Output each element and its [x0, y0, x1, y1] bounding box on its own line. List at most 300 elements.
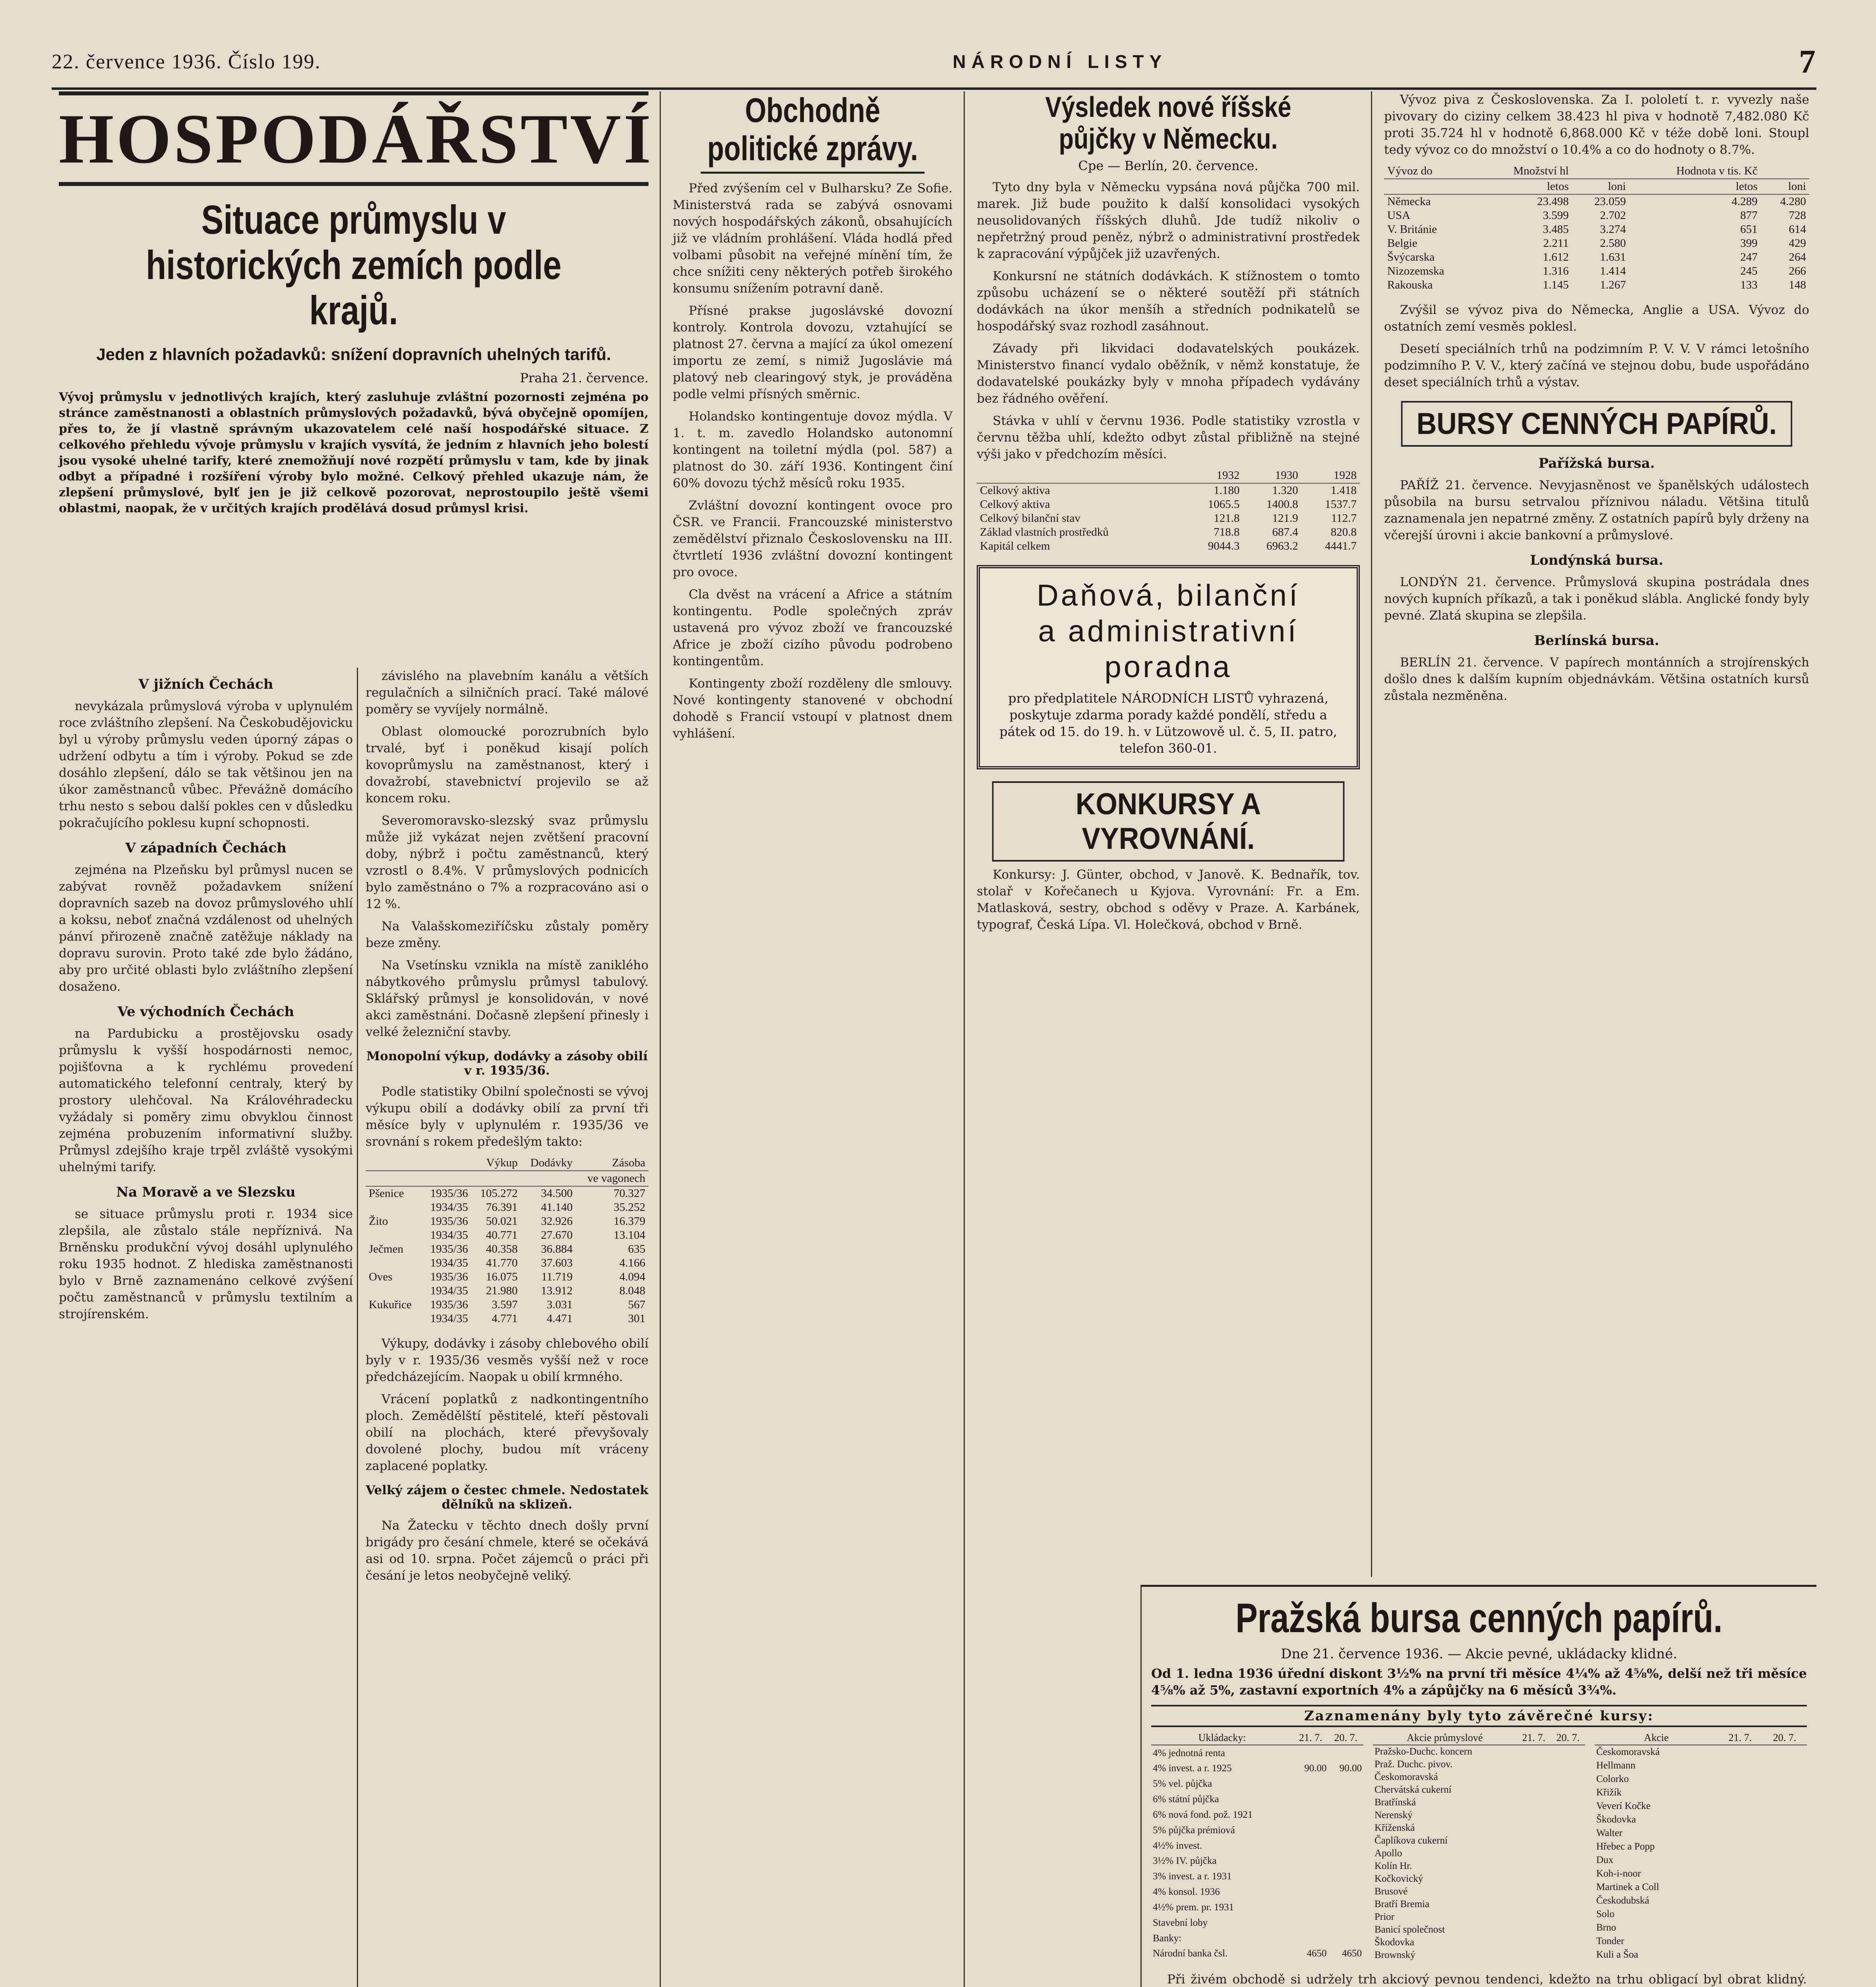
table-cell: Veverí Kočke [1596, 1800, 1651, 1811]
table-cell [1328, 1900, 1363, 1915]
table-cell [1718, 1948, 1762, 1962]
table-cell [1551, 1898, 1585, 1911]
paragraph: Tyto dny byla v Německu vypsána nová půjčka 700 mil. marek. Již bude použito k další konsolidaci vysokých neusolidovaných říšských dluhů. Jde tudíž nikoliv o nepřetržný proud peněz, nýbrž o administrativní prostředek k zapracování výpůjček již uzavřených. [977, 180, 1360, 261]
trade-policy-heading: Obchodně politické zprávy. [701, 91, 924, 174]
section-title: V jižních Čechách [138, 676, 273, 692]
rates-table-body [1595, 1745, 1807, 1962]
table-cell [1551, 1911, 1585, 1923]
table-cell [366, 1256, 421, 1270]
berlin-title: Berlínská bursa. [1534, 633, 1659, 649]
rate-row [1595, 1921, 1807, 1935]
paragraph: Oblast olomoucké porozrubních bylo trvalé, byť i poněkud kisají polích kovoprůmyslu na zaměstnanost, který i dovažrobí, stavebnictví projevilo se až koncem roku. [366, 724, 649, 806]
rate-row [1151, 1776, 1363, 1792]
table-cell: Stavební loby [1153, 1917, 1208, 1928]
section-text: se situace průmyslu proti r. 1934 sice zlepšila, ale zůstalo stále nepříznivá. Na Brněnsku produkční vývoj dosáhl uplynulého roku 1935 hodnot. Z hlediska zaměstnanosti bylo v Brně zaznamenáno celkové zvýšení počtu zaměstnanců v průmyslu textilním a strojírenském. [59, 1207, 353, 1321]
table-cell [1762, 1894, 1807, 1908]
table-cell [1328, 1776, 1363, 1792]
rate-row [1595, 1880, 1807, 1894]
table-cell [1517, 1796, 1551, 1809]
table-cell: 1935/36 [430, 1187, 468, 1200]
table-cell: 50.021 [486, 1215, 518, 1228]
table-cell [1293, 1931, 1328, 1946]
rates-title: Zaznamenány byly tyto závěrečné kursy: [1151, 1705, 1807, 1727]
table-cell: 1065.5 [1208, 498, 1240, 511]
grain-col-header: Zásoba [576, 1156, 649, 1171]
paragraph: Holandsko kontingentuje dovoz mýdla. V 1. t. m. zavedlo Holandsko autonomní kontingent na toiletní mýdla (pol. 587) a platnost do 30. září 1936. Kontingent činí 60% dovozu týchž měsíců roku 1935. [673, 409, 953, 490]
table-cell: 264 [1789, 251, 1806, 263]
table-cell [1517, 1860, 1551, 1873]
table-cell: Škodovka [1596, 1814, 1636, 1825]
table-cell: USA [1387, 209, 1411, 222]
table-cell: 3.485 [1543, 223, 1569, 236]
table-cell: Koh-i-noor [1596, 1868, 1641, 1879]
rate-row [1373, 1834, 1585, 1847]
table-cell [1328, 1807, 1363, 1823]
rate-row [1373, 1936, 1585, 1949]
rates-table-shares [1595, 1731, 1807, 1962]
table-cell [1762, 1853, 1807, 1867]
section-title: Na Moravě a ve Slezsku [116, 1184, 296, 1200]
table-row [1384, 223, 1809, 236]
lead-intro: Vývoj průmyslu v jednotlivých krajích, který zasluhuje zvláštní pozornosti zejména po stránce zaměstnanosti a oblastních průmyslových požadavků, bývá obyčejně opomíjen, přes to, že jí vlastně správným ukazovatelem celé naší hospodářské situace. Z celkového přehledu vývoje průmyslu v krajích vysvítá, že jedním z hlavních jeho bolestí jsou vysoké uhelné tarify, které znemožňují nové rozpětí průmyslu v tam, kde by jinak odbyt a případné i rozšíření výroby bylo možné. Celkový přehled ukazuje nám, že zlepšení průmyslové, bylť jen je již celkově pozorovat, neprostoupilo ještě všemi oblastmi, naopak, že v určitých krajích prodělává dosud průmysl krisi. [59, 390, 649, 515]
table-cell: 3.597 [492, 1298, 518, 1311]
table-cell: Tonder [1596, 1935, 1624, 1946]
table-cell: 429 [1789, 237, 1806, 250]
table-cell: 3½% IV. půjčka [1153, 1855, 1217, 1867]
table-cell [1551, 1784, 1585, 1796]
rate-row [1373, 1911, 1585, 1923]
table-cell: 76.391 [486, 1201, 518, 1214]
table-cell [1551, 1809, 1585, 1822]
table-cell: Čaplíkova cukerní [1375, 1835, 1448, 1846]
table-cell [1551, 1745, 1585, 1758]
table-cell: 3% invest. a r. 1931 [1153, 1871, 1232, 1882]
table-cell [1762, 1786, 1807, 1799]
table-cell [1517, 1885, 1551, 1898]
paragraph: Cla dvěst na vrácení a Africe a státním kontingentu. Podle společných zpráv ustavená pro vývoz zboží ve francouzské Africe je zboží cizího původu podrobeno kontingentům. [673, 587, 953, 668]
table-cell [1293, 1822, 1328, 1838]
table-cell: 4.289 [1731, 195, 1758, 208]
table-cell [1551, 1822, 1585, 1834]
table-cell: 4% jednotná renta [1153, 1747, 1225, 1758]
table-cell: Prior [1375, 1911, 1394, 1922]
bank-col-header: 1928 [1301, 468, 1360, 483]
table-cell: 245 [1740, 265, 1758, 277]
table-cell [1293, 1884, 1328, 1900]
rate-row [1373, 1898, 1585, 1911]
table-cell: Kuli a Šoa [1596, 1949, 1638, 1960]
rate-row [1595, 1894, 1807, 1908]
bank-col-header: 1930 [1243, 468, 1301, 483]
paragraph: Zvláštní dovozní kontingent ovoce pro ČSR. ve Francii. Francouzské ministerstvo zemědělství přiznalo Československu na III. čtvrtletí 1936 zvláštní dovozní kontingent pro ovoce. [673, 498, 953, 579]
table-cell: 266 [1789, 265, 1806, 277]
table-cell [1328, 1745, 1363, 1761]
lead-article [52, 91, 656, 1987]
rate-row [1151, 1838, 1363, 1853]
grain-col-subheader [471, 1171, 521, 1186]
table-cell: 90.00 [1339, 1763, 1362, 1774]
rate-row [1595, 1772, 1807, 1786]
ad-title-line: Daňová, bilanční [1036, 579, 1300, 612]
beer-col-subheader: letos [1479, 179, 1572, 194]
column-rule [1371, 91, 1372, 1577]
paragraph: Na Vsetínsku vznikla na místě zaniklého nábytkového průmyslu průmysl tabulový. Sklářský průmysl je konsolidován, v nové akci zaměstnáni. Dočasně zlepšení přinesly i velké železniční stavby. [366, 958, 649, 1039]
grain-col-subheader: ve vagonech [576, 1171, 649, 1186]
table-cell [1293, 1807, 1328, 1823]
table-cell: 41.770 [486, 1257, 518, 1269]
table-cell: 9044.3 [1208, 540, 1240, 552]
lead-headline: Situace průmyslu v historických zemích podle krajů. [146, 197, 561, 333]
table-cell: 6963.2 [1266, 540, 1298, 552]
table-cell [1762, 1745, 1807, 1759]
table-cell: 1935/36 [430, 1298, 468, 1311]
table-cell: Pšenice [369, 1187, 404, 1200]
table-cell: 1537.7 [1325, 498, 1357, 511]
table-row [366, 1186, 649, 1201]
hops-title: Velký zájem o čestec chmele. Nedostatek dělníků na sklizeň. [366, 1483, 649, 1512]
table-cell: 651 [1740, 223, 1758, 236]
table-cell [1328, 1838, 1363, 1853]
table-cell [1328, 1869, 1363, 1884]
table-cell: 1.320 [1272, 484, 1298, 497]
rates-col-header: 20. 7. [1762, 1731, 1807, 1745]
table-cell [1328, 1931, 1363, 1946]
table-cell: 1.180 [1214, 484, 1240, 497]
table-cell: Celkový aktiva [980, 484, 1050, 497]
table-cell: Belgie [1387, 237, 1417, 250]
rate-row [1373, 1860, 1585, 1873]
table-cell: Brusové [1375, 1886, 1408, 1897]
table-cell: 32.926 [541, 1215, 573, 1228]
table-cell [1718, 1745, 1762, 1759]
table-row [366, 1214, 649, 1228]
rates-col-header: 21. 7. [1517, 1731, 1551, 1745]
beer-table-body [1384, 194, 1809, 292]
rates-table-bonds [1151, 1731, 1363, 1962]
table-cell: 40.358 [486, 1243, 518, 1255]
table-row [977, 511, 1360, 525]
table-cell: Nizozemska [1387, 265, 1444, 277]
rate-row [1373, 1809, 1585, 1822]
table-cell: 635 [628, 1243, 645, 1255]
table-cell: Českomoravská [1375, 1772, 1438, 1782]
table-cell [1762, 1880, 1807, 1894]
rate-row [1595, 1813, 1807, 1826]
lead-subhead: Jeden z hlavních požadavků: snížení dopravních uhelných tarifů. [96, 345, 611, 364]
table-cell: Solo [1596, 1908, 1615, 1919]
bursy-heading: BURSY CENNÝCH PAPÍRŮ. [1401, 401, 1792, 447]
monopol-title: Monopolní výkup, dodávky a zásoby obilí v r. 1935/36. [366, 1049, 648, 1078]
table-cell: 718.8 [1214, 526, 1240, 538]
table-row [1384, 250, 1809, 264]
table-cell: 4650 [1307, 1948, 1327, 1959]
table-cell: 6% státní půjčka [1153, 1794, 1219, 1805]
rate-row [1595, 1840, 1807, 1853]
paragraph: Výkupy, dodávky i zásoby chlebového obilí byly v r. 1935/36 vesměs vyšší než v roce předcházejícím. Naopak u obilí krmného. [366, 1336, 649, 1384]
rate-row [1151, 1853, 1363, 1869]
column-rule [964, 91, 965, 1987]
table-cell [1517, 1784, 1551, 1796]
rate-row [1373, 1847, 1585, 1860]
table-cell: 4.771 [492, 1312, 518, 1325]
table-cell: 8.048 [619, 1284, 645, 1297]
column-rule [357, 668, 358, 1987]
table-cell [1517, 1873, 1551, 1885]
table-cell [1328, 1792, 1363, 1807]
table-row [1384, 236, 1809, 250]
table-row [1384, 209, 1809, 223]
paragraph: Stávka v uhlí v červnu 1936. Podle statistiky vzrostla v červnu těžba uhlí, kdežto odbyt zůstal přibližně na stejné výši jako v předchozím měsíci. [977, 414, 1360, 461]
beer-col-header [1761, 164, 1809, 179]
table-cell [1517, 1745, 1551, 1758]
table-cell: Kukuřice [369, 1298, 412, 1311]
table-cell [1517, 1822, 1551, 1834]
rate-row [1595, 1853, 1807, 1867]
table-cell: 5% vel. půjčka [1153, 1778, 1212, 1789]
table-row [1384, 194, 1809, 209]
konkursy-heading: KONKURSY A VYROVNÁNÍ. [992, 781, 1345, 862]
section-text: na Pardubicku a prostějovsku osady průmyslu k vyšší hospodárnosti nemoc, pojišťovna a k rychlému provedení automatického telefonní centraly, který by prostory ulehčoval. Na Královéhradecku vyžádaly si poměry zimu obvyklou činnost zejména probuzením informativní služby. Průmysl zdejšího kraje trpěl zvláště vysokými uhelnými tarify. [59, 1026, 353, 1174]
table-cell [366, 1312, 421, 1326]
table-cell: Dux [1596, 1854, 1614, 1865]
beer-export-table [1384, 164, 1809, 292]
table-cell: 2.211 [1543, 237, 1569, 250]
paragraph: Vrácení poplatků z nadkontingentního ploch. Zemědělští pěstitelé, kteří pěstovali obilí na plochách, které převyšovaly dovolené plochy, budou mít vráceny zaplacené poplatky. [366, 1392, 649, 1473]
table-cell [1551, 1923, 1585, 1936]
markets-column [1377, 91, 1816, 1577]
section-title: Ve východních Čechách [117, 1004, 294, 1020]
table-cell: Martinek a Coll [1596, 1881, 1659, 1892]
rate-row [1595, 1759, 1807, 1772]
table-cell: 1934/35 [430, 1229, 468, 1241]
table-cell: 37.603 [541, 1257, 573, 1269]
table-cell [1517, 1949, 1551, 1962]
table-cell: 112.7 [1331, 512, 1357, 525]
rates-tables [1151, 1731, 1807, 1962]
table-cell: Německa [1387, 195, 1431, 208]
rate-row [1373, 1822, 1585, 1834]
monopol-text: Podle statistiky Obilní společnosti se vývoj výkupu obilí a dodávky obilí za první tři měsíce byly v uplynulém r. 1935/36 ve srovnání s rokem předešlým takto: [366, 1085, 649, 1149]
paragraph: Konkursní ne státních dodávkách. K stížnostem o tomto způsobu ucházení se o některé soutěží při státních dodávkách na úkor menšíh a středních podnikatelů se hospodářský svaz rozhodl zasáhnout. [977, 269, 1360, 333]
rate-row [1373, 1745, 1585, 1758]
loan-headline: Výsledek nové říšské půjčky v Německu. [1045, 91, 1291, 155]
rates-col-header: 20. 7. [1328, 1731, 1363, 1745]
rates-col-header: 20. 7. [1551, 1731, 1585, 1745]
paragraph: Před zvýšením cel v Bulharsku? Ze Sofie. Ministerstvá rada se zabývá osnovami nových hospodářských zákonů, obsahujících již ve vládním prohlášení. Vláda hodlá před volbami působit na veřejné mínění tím, že chce snížiti ceny některých potřeb širokého konsumu snížením potravní daně. [673, 181, 953, 296]
table-cell [1718, 1840, 1762, 1853]
paragraph: Přísné prakse jugoslávské dovozní kontroly. Kontrola dovozu, vztahující se platnost 27. června a mající za úkol omezení importu ze zemí, s nimiž Jugoslávie má platový neb clearingový styk, je prováděna podle velmi přísných směrnic. [673, 304, 953, 401]
table-cell: 40.771 [486, 1229, 518, 1241]
table-cell [1551, 1873, 1585, 1885]
table-row [977, 539, 1360, 553]
paragraph: Na Valašskomeziříčsku zůstaly poměry beze změny. [366, 919, 649, 950]
table-cell [1762, 1772, 1807, 1786]
table-cell: Colorko [1596, 1774, 1629, 1785]
rate-row [1151, 1869, 1363, 1884]
prague-bursa-block [1140, 1585, 1816, 1987]
table-cell: Praž. Duchc. pivov. [1375, 1759, 1453, 1770]
grain-col-subheader [521, 1171, 576, 1186]
table-cell [1718, 1908, 1762, 1921]
rate-row [1373, 1923, 1585, 1936]
table-cell: 1934/35 [430, 1201, 468, 1214]
table-row [1384, 264, 1809, 278]
table-cell: Českomoravská [1596, 1747, 1660, 1758]
table-cell [1517, 1847, 1551, 1860]
grain-col-subheader [366, 1171, 421, 1186]
beer-col-subheader: loni [1572, 179, 1629, 194]
rates-col-header: Ukládacky: [1151, 1731, 1293, 1745]
table-cell: 4.471 [546, 1312, 573, 1325]
bank-col-header [977, 468, 1184, 483]
rates-col-header: 21. 7. [1718, 1731, 1762, 1745]
rates-col-header: Akcie průmyslové [1373, 1731, 1517, 1745]
table-cell [1517, 1758, 1551, 1771]
table-cell: 4½% prem. pr. 1931 [1153, 1902, 1234, 1913]
table-cell [1551, 1936, 1585, 1949]
rate-row [1595, 1799, 1807, 1813]
table-cell: 3.031 [546, 1298, 573, 1311]
table-cell [1718, 1935, 1762, 1948]
rate-row [1595, 1948, 1807, 1962]
table-cell: Walter [1596, 1827, 1623, 1838]
table-cell: 6% nová fond. pož. 1921 [1153, 1809, 1253, 1820]
table-cell [1762, 1813, 1807, 1826]
table-cell: 11.719 [541, 1270, 573, 1283]
table-cell [1762, 1759, 1807, 1772]
rate-row [1151, 1792, 1363, 1807]
beer-col-header [1572, 164, 1629, 179]
table-cell [1551, 1771, 1585, 1784]
table-cell [1762, 1935, 1807, 1948]
table-cell: Kapitál celkem [980, 540, 1050, 552]
grain-col-header [421, 1156, 471, 1171]
table-cell [1293, 1853, 1328, 1869]
table-cell [1718, 1921, 1762, 1935]
table-cell: Žito [369, 1215, 388, 1228]
prague-bursa-closing: Při živém obchodě si udržely trh akciový pevnou tendenci, kdežto na trhu obligací byl obrat klidný. [1167, 1972, 1807, 1987]
rates-col-header: 21. 7. [1293, 1731, 1328, 1745]
table-cell: Brno [1596, 1922, 1616, 1933]
london-text: LONDÝN 21. července. Průmyslová skupina postrádala dnes nových kupních příkazů, a tak i poněkud slábla. Anglické fondy byly pevné. Zlatá skupina se zlepšila. [1384, 575, 1809, 623]
table-cell: 23.498 [1537, 195, 1569, 208]
rate-row [1151, 1946, 1363, 1962]
loan-byline: Cpe — Berlín, 20. července. [1078, 158, 1258, 173]
table-cell [1762, 1921, 1807, 1935]
rate-row [1151, 1745, 1363, 1761]
table-cell: 1.267 [1600, 279, 1626, 291]
beer-col-subheader [1384, 179, 1479, 194]
trade-policy-column [666, 91, 960, 1987]
table-cell: Celkový bilanční stav [980, 512, 1080, 525]
table-cell: Pražsko-Duchc. koncern [1375, 1746, 1472, 1757]
table-cell [1293, 1745, 1328, 1761]
table-cell: Bratřínská [1375, 1797, 1416, 1808]
beer-col-header: Vývoz do [1384, 164, 1479, 179]
page-header [52, 36, 1816, 90]
table-cell [1718, 1786, 1762, 1799]
grain-col-header [366, 1156, 421, 1171]
grain-col-header: Dodávky [521, 1156, 576, 1171]
issue-date: 22. července 1936. Číslo 199. [52, 50, 321, 73]
table-cell: 4½% invest. [1153, 1840, 1202, 1851]
rate-row [1373, 1758, 1585, 1771]
table-cell: 1934/35 [430, 1257, 468, 1269]
table-cell: Banky: [1153, 1933, 1182, 1944]
paris-title: Pařížská bursa. [1538, 455, 1655, 471]
table-cell: Škodovka [1375, 1937, 1414, 1948]
table-cell [1328, 1822, 1363, 1838]
table-cell: 4.280 [1780, 195, 1806, 208]
table-cell: Banicí společnost [1375, 1924, 1445, 1935]
rate-row [1373, 1784, 1585, 1796]
prague-bursa-heading: Pražská bursa cenných papírů. [1235, 1595, 1723, 1641]
table-cell: 1.631 [1600, 251, 1626, 263]
table-cell [1517, 1809, 1551, 1822]
rate-row [1151, 1931, 1363, 1946]
table-cell [1517, 1911, 1551, 1923]
table-row [366, 1270, 649, 1284]
table-cell [1551, 1885, 1585, 1898]
table-cell: Hellmann [1596, 1760, 1636, 1771]
table-cell [1551, 1847, 1585, 1860]
bank-table-body [977, 483, 1360, 553]
table-cell: 105.272 [480, 1187, 518, 1200]
paris-text: PAŘÍŽ 21. července. Nevyjasněnost ve španělských událostech působila na bursu setrvalou příznivou náladu. Většina titulů zaznamenala jen nepatrné změny. Z ostatních papírů byly drženy na včerejší úrovni i akcie bankovní a průmyslové. [1384, 478, 1809, 542]
table-cell [1551, 1796, 1585, 1809]
table-cell: 1.145 [1543, 279, 1569, 291]
rate-row [1151, 1900, 1363, 1915]
table-cell: Základ vlastních prostředků [980, 526, 1109, 538]
table-cell: Švýcarska [1387, 251, 1435, 263]
table-cell: 41.140 [541, 1201, 573, 1214]
rates-table-body [1151, 1745, 1363, 1962]
page-number: 7 [1799, 43, 1816, 80]
grain-table-body [366, 1186, 649, 1326]
lead-dateline: Praha 21. července. [520, 370, 649, 385]
table-cell: Hřebec a Popp [1596, 1841, 1655, 1852]
table-row [366, 1242, 649, 1256]
table-cell: 34.500 [541, 1187, 573, 1200]
table-cell: Kočkovický [1375, 1873, 1423, 1884]
rates-table-industrial [1373, 1731, 1585, 1962]
table-cell [366, 1201, 421, 1214]
rate-row [1595, 1867, 1807, 1880]
table-cell [1551, 1834, 1585, 1847]
table-cell: 27.670 [541, 1229, 573, 1241]
section-text: nevykázala průmyslová výroba v uplynulém roce zvláštního zlepšení. Na Českobudějovicku byl u výroby průmyslu veden úporný zápas o udržení odbytu a tím i výroby. Pokud se zde dosáhlo zlepšení, dálo se tak většinou jen na úkor zaměstnanců vůbec. Převážně domácího trhu nesto s sebou další pokles cen v důsledku pokračujícího poklesu kupní schopnosti. [59, 699, 353, 830]
grain-col-header: Výkup [471, 1156, 521, 1171]
table-cell: 16.075 [486, 1270, 518, 1283]
table-cell: 133 [1740, 279, 1758, 291]
table-cell [1293, 1792, 1328, 1807]
beer-col-subheader: loni [1761, 179, 1809, 194]
rate-row [1373, 1796, 1585, 1809]
table-cell: Brownský [1375, 1950, 1415, 1960]
table-cell [366, 1228, 421, 1242]
table-row [366, 1298, 649, 1312]
rate-row [1595, 1745, 1807, 1759]
table-cell: Celkový aktiva [980, 498, 1050, 511]
prague-bursa-note: Od 1. ledna 1936 úřední diskont 3½% na první tři měsíce 4¼% až 4⅝%, delší než tři měsíce 4⅝% až 5%, zastavní exportních 4% a zápůjčky na 6 měsíců 3¾%. [1151, 1666, 1807, 1698]
table-row [366, 1256, 649, 1270]
table-cell: Českodubská [1596, 1895, 1649, 1906]
table-cell [1718, 1772, 1762, 1786]
table-cell: 614 [1789, 223, 1806, 236]
lead-column-right [366, 668, 649, 1987]
table-row [366, 1312, 649, 1326]
table-cell: 13.912 [541, 1284, 573, 1297]
